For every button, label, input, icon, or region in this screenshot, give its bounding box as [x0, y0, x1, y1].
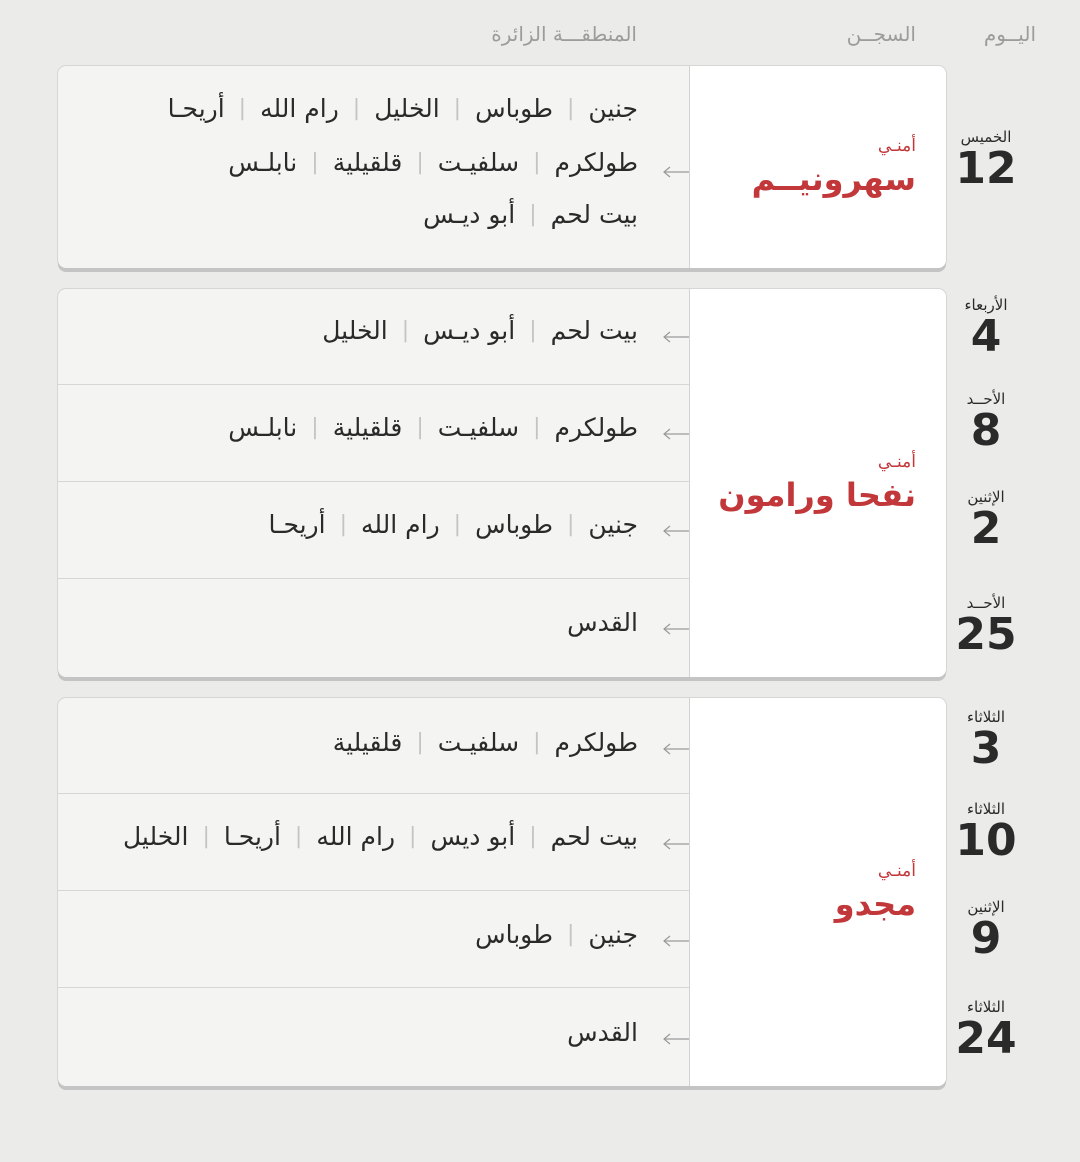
prison-block	[58, 289, 946, 677]
region-line	[123, 822, 638, 851]
separator: |	[311, 415, 319, 440]
prison-block	[58, 66, 946, 268]
separator: |	[202, 824, 210, 849]
region-name: رام الله	[316, 822, 396, 851]
prison-panel	[689, 698, 946, 1086]
separator: |	[311, 150, 319, 175]
region-name: نابلـس	[228, 413, 298, 442]
separator: |	[416, 415, 424, 440]
prison-name: سهرونيــم	[751, 160, 916, 198]
separator: |	[567, 96, 575, 121]
region-name: أبو ديس	[430, 822, 516, 851]
region-rows	[58, 698, 690, 1086]
weekday: الثلاثاء	[966, 800, 1005, 818]
region-name: نابلـس	[228, 148, 298, 177]
separator: |	[567, 512, 575, 537]
region-line	[475, 920, 638, 949]
prison-label	[752, 136, 916, 198]
region-name: طوباس	[475, 920, 553, 949]
region-name: قلقيلية	[332, 148, 403, 177]
region-name: الخليل	[322, 316, 388, 345]
separator: |	[567, 922, 575, 947]
day-number: 10	[955, 815, 1017, 866]
region-name: جنين	[588, 94, 638, 123]
prison-type: أمنـي	[877, 136, 916, 156]
region-name: أريحـا	[268, 510, 326, 539]
separator: |	[529, 318, 537, 343]
weekday: الخميس	[960, 128, 1012, 146]
visit-date	[936, 488, 1036, 552]
visit-date	[936, 594, 1036, 658]
prison-label	[718, 452, 916, 514]
region-line	[333, 728, 638, 757]
visit-date	[936, 296, 1036, 360]
region-name: سلفيـت	[437, 728, 520, 757]
separator: |	[352, 96, 361, 121]
region-name: قلقيلية	[332, 413, 403, 442]
separator: |	[453, 512, 462, 537]
region-name: رام الله	[360, 510, 440, 539]
region-line	[228, 413, 638, 442]
separator: |	[409, 824, 417, 849]
separator: |	[238, 96, 247, 121]
weekday: الإثنين	[967, 898, 1005, 916]
region-name: بيت لحم	[550, 200, 638, 229]
separator: |	[529, 824, 537, 849]
visit-date	[936, 128, 1036, 192]
region-name: الخليل	[122, 822, 189, 851]
weekday: الثلاثاء	[966, 708, 1005, 726]
region-name: سلفيـت	[437, 148, 520, 177]
region-name: أريحـا	[167, 94, 225, 123]
region-row	[58, 289, 690, 385]
prison-panel	[689, 66, 946, 268]
region-line	[269, 510, 639, 539]
region-name: القدس	[567, 608, 638, 637]
region-name: أبو ديـس	[423, 316, 516, 345]
region-line	[567, 608, 638, 637]
visit-date	[936, 390, 1036, 454]
region-name: جنين	[588, 510, 638, 539]
day-number: 9	[970, 913, 1002, 964]
region-name: أبو ديـس	[423, 200, 516, 229]
region-name: طوباس	[475, 510, 553, 539]
header-prison: السجــن	[846, 22, 916, 46]
prison-panel	[689, 289, 946, 677]
separator: |	[339, 512, 347, 537]
region-row	[58, 384, 690, 482]
prison-block	[58, 698, 946, 1086]
separator: |	[533, 730, 541, 755]
region-name: طولكرم	[554, 148, 638, 177]
region-name: بيت لحم	[550, 822, 638, 851]
region-row	[58, 987, 690, 1086]
region-name: طولكرم	[554, 413, 638, 442]
region-row	[58, 578, 690, 677]
region-name: طوباس	[475, 94, 553, 123]
separator: |	[529, 202, 537, 227]
region-name: بيت لحم	[550, 316, 638, 345]
region-name: جنين	[588, 920, 638, 949]
region-name: رام الله	[260, 94, 339, 123]
prison-label	[835, 861, 916, 923]
header-day: اليــوم	[983, 22, 1036, 46]
day-number: 8	[970, 405, 1002, 456]
prison-name: مجدو	[834, 885, 916, 923]
separator: |	[533, 150, 541, 175]
region-name: طولكرم	[554, 728, 638, 757]
separator: |	[453, 96, 462, 121]
region-name: سلفيـت	[437, 413, 520, 442]
weekday: الثلاثاء	[966, 998, 1005, 1016]
region-line	[423, 200, 638, 229]
region-row	[58, 698, 690, 794]
weekday: الأربعاء	[964, 296, 1008, 314]
visit-date	[936, 998, 1036, 1062]
region-name: القدس	[567, 1018, 638, 1047]
region-line	[322, 316, 638, 345]
visit-date	[936, 898, 1036, 962]
separator: |	[533, 415, 541, 440]
region-row	[58, 66, 690, 268]
separator: |	[294, 824, 303, 849]
weekday: الأحــد	[966, 594, 1006, 612]
day-number: 2	[970, 503, 1002, 554]
weekday: الأحــد	[966, 390, 1006, 408]
region-line	[168, 94, 638, 123]
separator: |	[416, 150, 424, 175]
region-row	[58, 890, 690, 988]
weekday: الإثنين	[967, 488, 1005, 506]
header-region: المنطقـــة الزائرة	[491, 22, 637, 46]
visit-date	[936, 800, 1036, 864]
region-name: الخليل	[374, 94, 440, 123]
region-line	[567, 1018, 638, 1047]
region-rows	[58, 289, 690, 677]
region-row	[58, 481, 690, 579]
day-number: 12	[955, 143, 1017, 194]
region-row	[58, 793, 690, 891]
day-number: 24	[955, 1013, 1017, 1064]
prison-type: أمنـي	[877, 861, 916, 881]
separator: |	[401, 318, 410, 343]
region-name: أريحـا	[223, 822, 281, 851]
day-number: 3	[970, 723, 1002, 774]
region-rows	[58, 66, 690, 268]
separator: |	[416, 730, 424, 755]
region-name: قلقيلية	[332, 728, 403, 757]
prison-type: أمنـي	[877, 452, 916, 472]
visit-date	[936, 708, 1036, 772]
day-number: 4	[970, 311, 1002, 362]
day-number: 25	[955, 609, 1017, 660]
region-line	[228, 148, 638, 177]
prison-name: نفحا ورامون	[718, 476, 916, 514]
